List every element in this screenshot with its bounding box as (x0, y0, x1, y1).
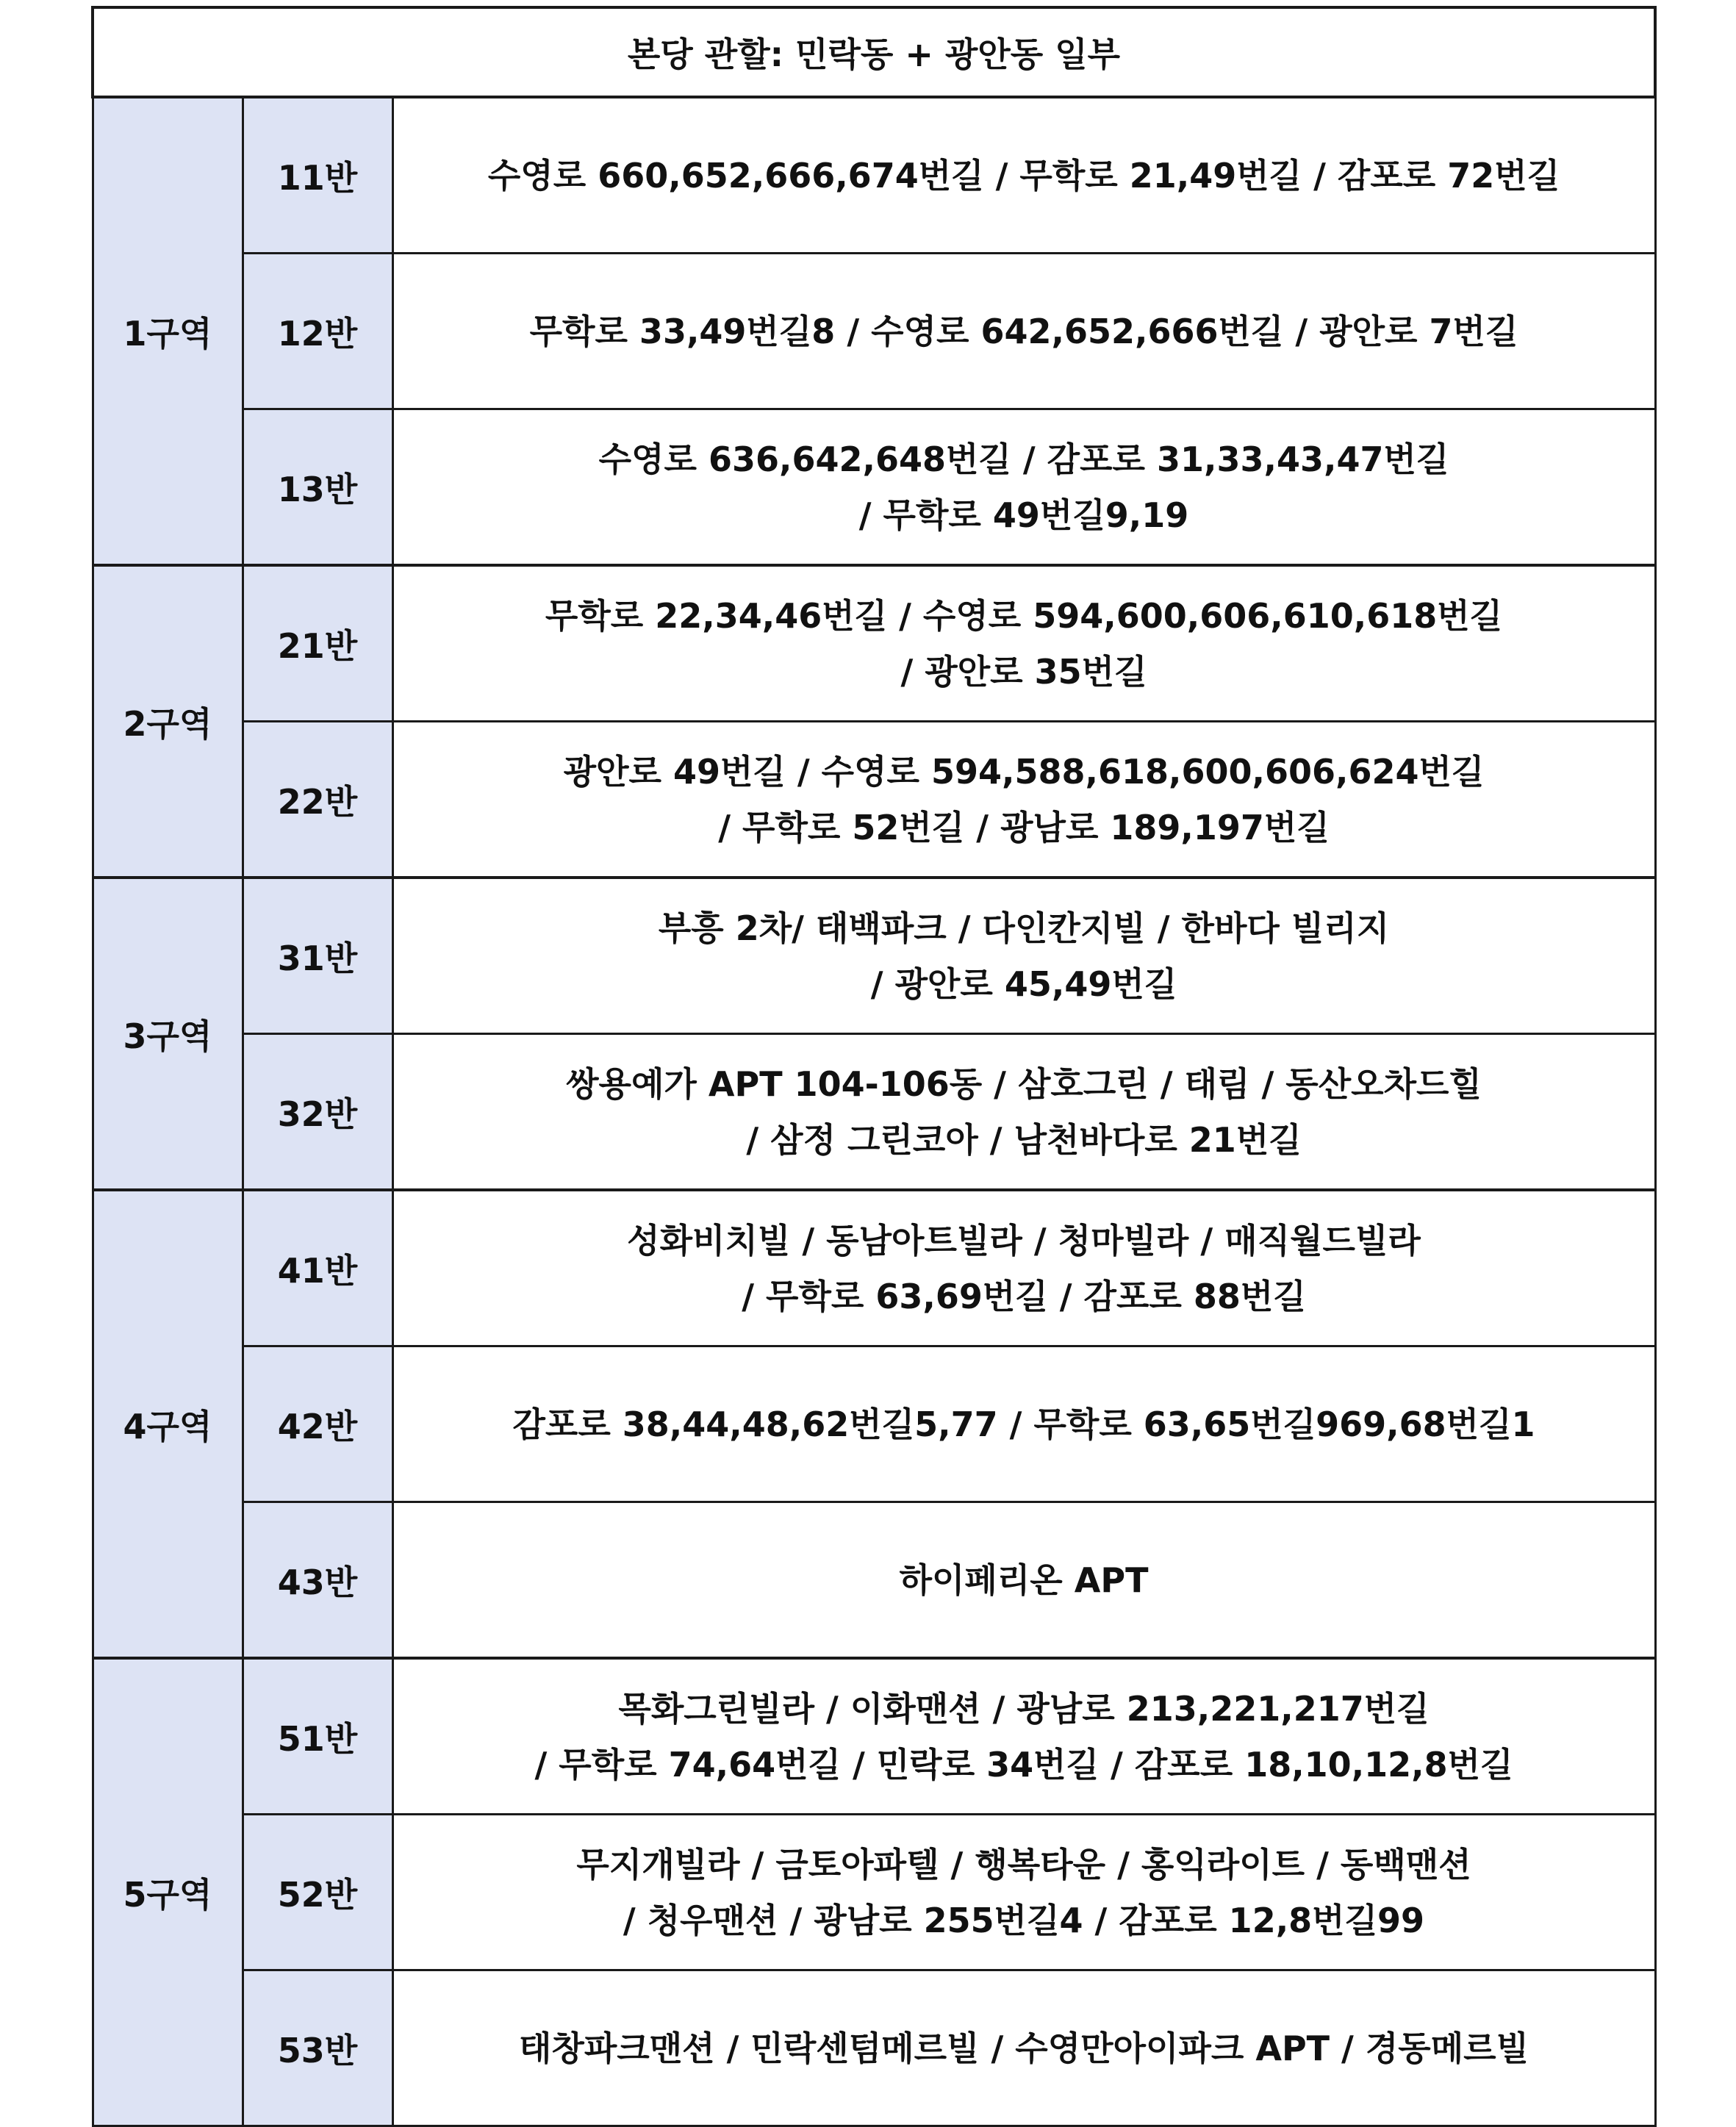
area-description (392, 1346, 1655, 1502)
area-line: 수영로 660,652,666,674번길 / 무학로 21,49번길 / 감포로 72번길 (487, 155, 1560, 196)
area-line: 무지개빌라 / 금토아파텔 / 행복타운 / 홍익라이트 / 동백맨션 (576, 1844, 1471, 1884)
district-label: 4구역 (93, 1190, 243, 1658)
area-line: / 무학로 49번길9,19 (858, 495, 1189, 535)
area-line: / 무학로 52번길 / 광남로 189,197번길 (718, 807, 1330, 847)
area-description (392, 254, 1655, 409)
unit-row (93, 722, 1655, 878)
unit-row (93, 1658, 1655, 1815)
area-description (392, 97, 1655, 254)
area-description (392, 1190, 1655, 1346)
district-label: 2구역 (93, 565, 243, 878)
unit-label: 53반 (243, 1970, 392, 2126)
unit-row (93, 1190, 1655, 1346)
area-line: 태창파크맨션 / 민락센텀메르빌 / 수영만아이파크 APT / 경동메르빌 (518, 2028, 1529, 2068)
area-line: 무학로 22,34,46번길 / 수영로 594,600,606,610,618번길 (545, 595, 1503, 636)
unit-label: 21반 (243, 565, 392, 722)
unit-label: 11반 (243, 97, 392, 254)
unit-label: 52반 (243, 1815, 392, 1970)
unit-row (93, 409, 1655, 566)
area-description (392, 409, 1655, 566)
area-line: / 무학로 63,69번길 / 감포로 88번길 (742, 1276, 1306, 1316)
area-description (392, 1658, 1655, 1815)
area-description (392, 1815, 1655, 1970)
unit-row (93, 254, 1655, 409)
unit-label: 32반 (243, 1034, 392, 1191)
district-label: 1구역 (93, 97, 243, 565)
unit-row (93, 1034, 1655, 1191)
area-description (392, 1034, 1655, 1191)
area-line: / 광안로 45,49번길 (870, 964, 1177, 1004)
district-label: 5구역 (93, 1658, 243, 2126)
district-label: 3구역 (93, 878, 243, 1190)
unit-label: 22반 (243, 722, 392, 878)
table-body (93, 7, 1655, 2126)
unit-row (93, 1970, 1655, 2126)
unit-row (93, 1502, 1655, 1659)
area-line: / 삼정 그린코아 / 남천바다로 21번길 (746, 1119, 1302, 1160)
unit-label: 42반 (243, 1346, 392, 1502)
area-description (392, 565, 1655, 722)
unit-row (93, 1346, 1655, 1502)
area-description (392, 1502, 1655, 1659)
unit-label: 13반 (243, 409, 392, 566)
unit-label: 31반 (243, 878, 392, 1034)
area-line: 하이페리온 APT (899, 1560, 1149, 1600)
area-description (392, 878, 1655, 1034)
unit-label: 51반 (243, 1658, 392, 1815)
unit-row (93, 878, 1655, 1034)
unit-label: 41반 (243, 1190, 392, 1346)
title-row (93, 7, 1655, 97)
table-title: 본당 관할: 민락동 + 광안동 일부 (93, 7, 1655, 97)
parish-jurisdiction-table (91, 6, 1657, 2127)
area-line: 쌍용예가 APT 104-106동 / 삼호그린 / 태림 / 동산오차드힐 (566, 1064, 1482, 1104)
area-line: 성화비치빌 / 동남아트빌라 / 청마빌라 / 매직월드빌라 (627, 1220, 1421, 1260)
area-description (392, 1970, 1655, 2126)
area-line: / 광안로 35번길 (900, 651, 1147, 692)
area-line: 무학로 33,49번길8 / 수영로 642,652,666번길 / 광안로 7번길 (529, 311, 1518, 351)
area-description (392, 722, 1655, 878)
area-line: / 무학로 74,64번길 / 민락로 34번길 / 감포로 18,10,12,8번길 (534, 1744, 1513, 1785)
area-line: 감포로 38,44,48,62번길5,77 / 무학로 63,65번길969,68번길1 (512, 1404, 1535, 1444)
area-line: 수영로 636,642,648번길 / 감포로 31,33,43,47번길 (598, 439, 1449, 479)
area-line: 목화그린빌라 / 이화맨션 / 광남로 213,221,217번길 (618, 1688, 1430, 1729)
unit-row (93, 565, 1655, 722)
unit-label: 43반 (243, 1502, 392, 1659)
unit-row (93, 97, 1655, 254)
unit-label: 12반 (243, 254, 392, 409)
area-line: 부흥 2차/ 태백파크 / 다인칸지빌 / 한바다 빌리지 (658, 908, 1390, 948)
area-line: 광안로 49번길 / 수영로 594,588,618,600,606,624번길 (563, 751, 1485, 792)
area-line: / 청우맨션 / 광남로 255번길4 / 감포로 12,8번길99 (623, 1900, 1425, 1940)
unit-row (93, 1815, 1655, 1970)
